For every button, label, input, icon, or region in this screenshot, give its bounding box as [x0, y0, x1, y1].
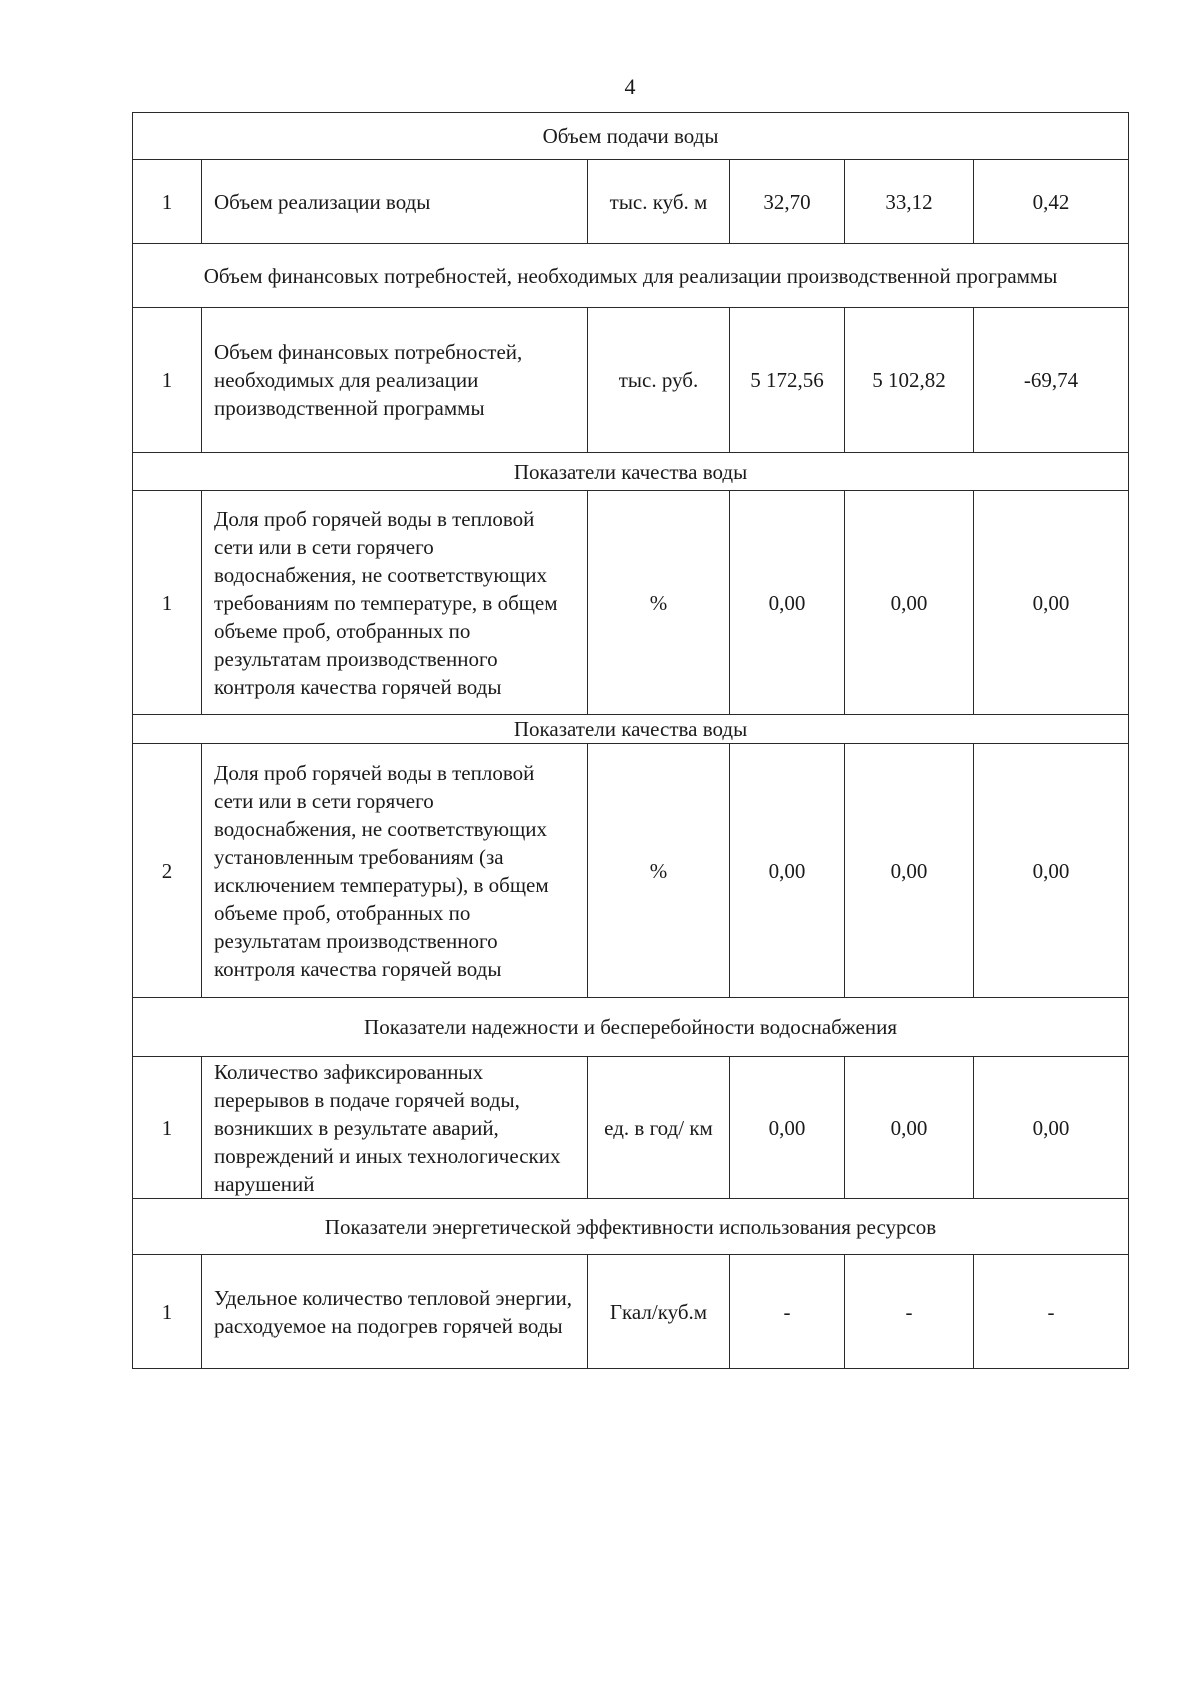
value-cell-2: 0,00 — [845, 744, 974, 998]
section-title: Объем финансовых потребностей, необходимых для реализации производственной программы — [133, 244, 1129, 308]
section-header-row — [133, 244, 1129, 308]
row-number: 2 — [133, 744, 202, 998]
indicator-name: Доля проб горячей воды в тепловой сети или в сети горячего водоснабжения, не соответствующих установленным требованиям (за исключением температуры), в общем объеме проб, отобранных по результатам производственного контроля качества горячей воды — [202, 744, 588, 998]
unit-cell: ед. в год/ км — [588, 1057, 730, 1199]
section-title: Объем подачи воды — [133, 113, 1129, 160]
value-cell-1: 0,00 — [730, 1057, 845, 1199]
value-cell-2: 33,12 — [845, 160, 974, 244]
section-title: Показатели энергетической эффективности использования ресурсов — [133, 1199, 1129, 1255]
section-header-row — [133, 113, 1129, 160]
value-cell-3: -69,74 — [974, 308, 1129, 453]
indicators-table — [132, 112, 1129, 1369]
unit-cell: % — [588, 491, 730, 715]
section-header-row — [133, 998, 1129, 1057]
indicator-name: Удельное количество тепловой энергии, расходуемое на подогрев горячей воды — [202, 1255, 588, 1369]
value-cell-1: 5 172,56 — [730, 308, 845, 453]
value-cell-2: - — [845, 1255, 974, 1369]
table-row — [133, 160, 1129, 244]
value-cell-1: - — [730, 1255, 845, 1369]
value-cell-2: 5 102,82 — [845, 308, 974, 453]
unit-cell: тыс. руб. — [588, 308, 730, 453]
value-cell-3: 0,42 — [974, 160, 1129, 244]
value-cell-2: 0,00 — [845, 1057, 974, 1199]
unit-cell: Гкал/куб.м — [588, 1255, 730, 1369]
value-cell-1: 32,70 — [730, 160, 845, 244]
unit-cell: % — [588, 744, 730, 998]
table-row — [133, 744, 1129, 998]
value-cell-3: 0,00 — [974, 491, 1129, 715]
table-row — [133, 491, 1129, 715]
row-number: 1 — [133, 1057, 202, 1199]
section-title: Показатели надежности и бесперебойности водоснабжения — [133, 998, 1129, 1057]
unit-cell: тыс. куб. м — [588, 160, 730, 244]
section-title: Показатели качества воды — [133, 715, 1129, 744]
section-header-row — [133, 453, 1129, 491]
section-header-row — [133, 715, 1129, 744]
indicator-name: Объем финансовых потребностей, необходимых для реализации производственной программы — [202, 308, 588, 453]
value-cell-2: 0,00 — [845, 491, 974, 715]
value-cell-3: 0,00 — [974, 1057, 1129, 1199]
table-row — [133, 308, 1129, 453]
value-cell-1: 0,00 — [730, 491, 845, 715]
indicator-name: Количество зафиксированных перерывов в подаче горячей воды, возникших в результате аварий, повреждений и иных технологических нарушений — [202, 1057, 588, 1199]
row-number: 1 — [133, 308, 202, 453]
value-cell-1: 0,00 — [730, 744, 845, 998]
table-row — [133, 1057, 1129, 1199]
row-number: 1 — [133, 491, 202, 715]
indicator-name: Доля проб горячей воды в тепловой сети или в сети горячего водоснабжения, не соответствующих требованиям по температуре, в общем объеме проб, отобранных по результатам производственного контроля качества горячей воды — [202, 491, 588, 715]
indicator-name: Объем реализации воды — [202, 160, 588, 244]
page-number: 4 — [624, 74, 636, 99]
row-number: 1 — [133, 160, 202, 244]
section-title: Показатели качества воды — [133, 453, 1129, 491]
section-header-row — [133, 1199, 1129, 1255]
table-row — [133, 1255, 1129, 1369]
row-number: 1 — [133, 1255, 202, 1369]
value-cell-3: 0,00 — [974, 744, 1129, 998]
value-cell-3: - — [974, 1255, 1129, 1369]
